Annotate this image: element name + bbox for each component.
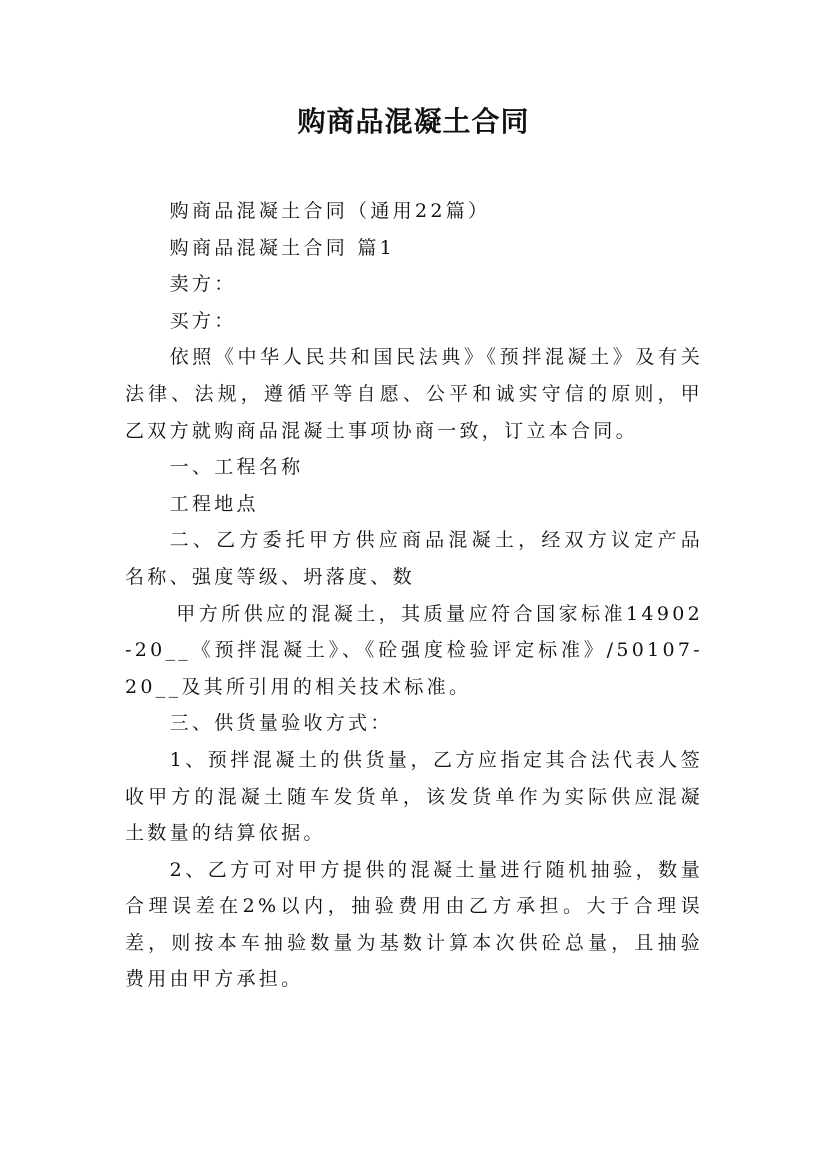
clause-two-paragraph: 二、乙方委托甲方供应商品混凝土，经双方议定产品名称、强度等级、坍落度、数 — [125, 529, 703, 588]
acceptance-item-1: 1、预拌混凝土的供货量，乙方应指定其合法代表人签收甲方的混凝土随车发货单，该发货单作为实际供应混凝土数量的结算依据。 — [125, 748, 703, 845]
section-heading: 购商品混凝土合同 篇1 — [169, 236, 396, 259]
document-title: 购商品混凝土合同 — [297, 105, 530, 138]
buyer-line: 买方： — [169, 309, 237, 332]
project-location-line: 工程地点 — [169, 492, 259, 515]
subtitle-paragraph: 购商品混凝土合同（通用22篇） — [169, 200, 491, 222]
clause-heading-acceptance: 三、供货量验收方式： — [169, 712, 393, 735]
preamble-paragraph: 依照《中华人民共和国民法典》《预拌混凝土》及有关法律、法规，遵循平等自愿、公平和诚实守信的原则，甲乙双方就购商品混凝土事项协商一致，订立本合同。 — [125, 346, 703, 442]
acceptance-item-2: 2、乙方可对甲方提供的混凝土量进行随机抽验，数量合理误差在2%以内，抽验费用由乙方承担。大于合理误差，则按本车抽验数量为基数计算本次供砼总量，且抽验费用由甲方承担。 — [125, 858, 703, 991]
document-body — [125, 193, 703, 998]
clause-heading-project-name: 一、工程名称 — [169, 456, 304, 479]
seller-line: 卖方： — [169, 273, 237, 296]
quality-standard-paragraph: 甲方所供应的混凝土，其质量应符合国家标准14902-20__《预拌混凝土》、《砼强度检验评定标准》/50107-20__及其所引用的相关技术标准。 — [125, 602, 703, 698]
